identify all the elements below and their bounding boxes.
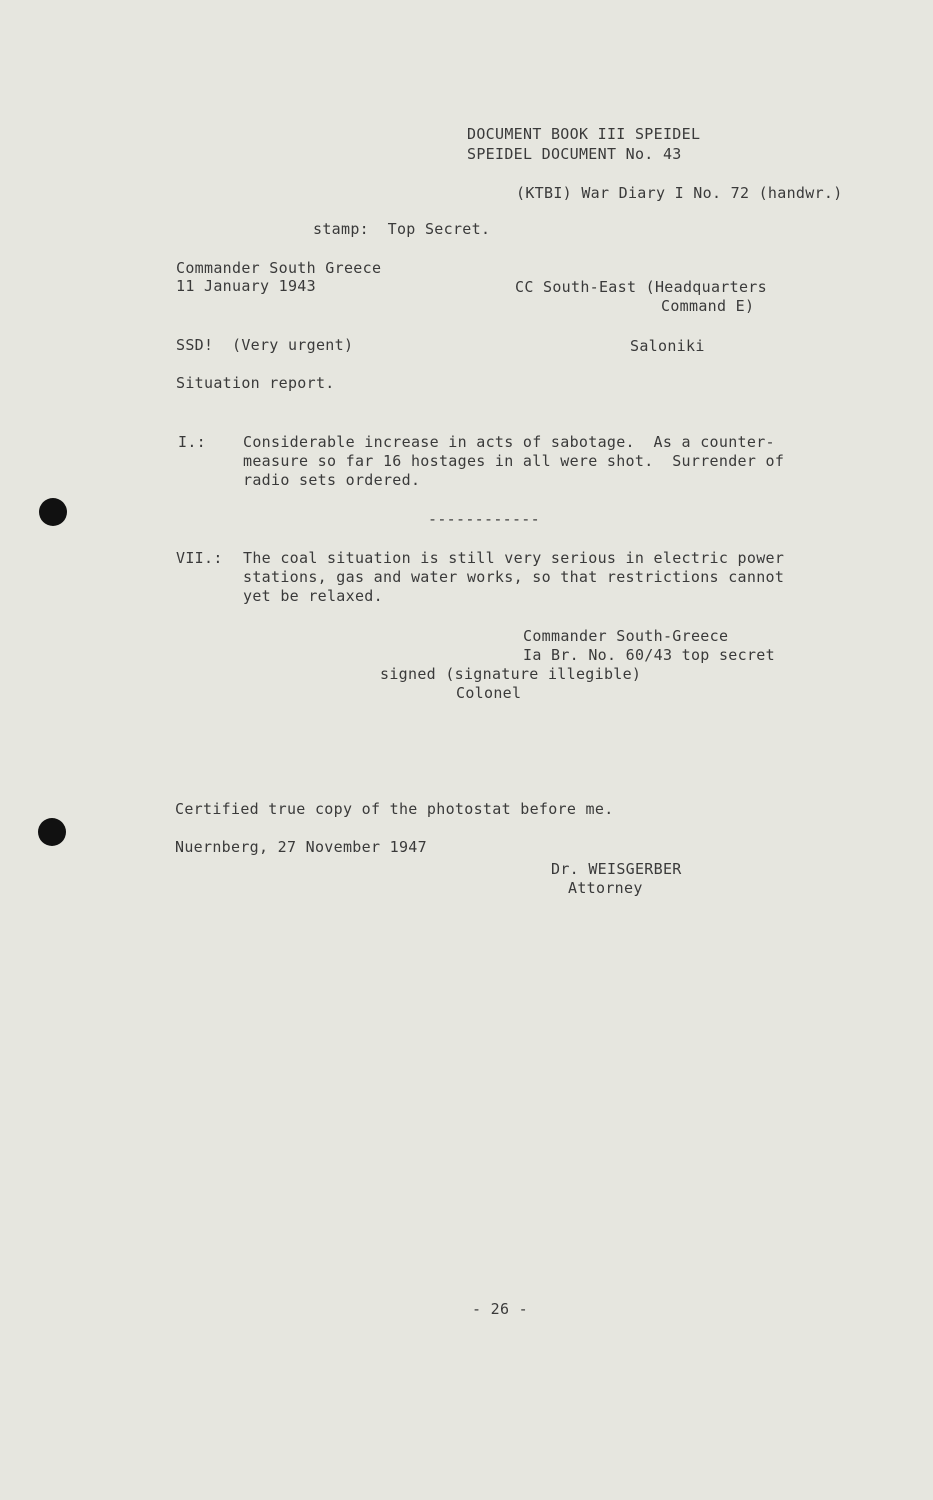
recipient-city: Saloniki <box>630 337 705 355</box>
punch-hole <box>39 498 67 526</box>
header-line-1: DOCUMENT BOOK III SPEIDEL <box>467 125 701 143</box>
section-divider: ------------ <box>428 510 540 528</box>
signature-block-line-1: Commander South-Greece <box>523 627 729 645</box>
certification-place-date: Nuernberg, 27 November 1947 <box>175 838 427 856</box>
section-label: VII.: <box>176 549 223 567</box>
sender-name: Commander South Greece <box>176 259 382 277</box>
signature-block-line-3: signed (signature illegible) <box>380 665 642 683</box>
war-diary-reference: (KTBI) War Diary I No. 72 (handwr.) <box>516 184 843 202</box>
punch-hole <box>38 818 66 846</box>
stamp-top-secret: stamp: Top Secret. <box>313 220 491 238</box>
section-line: yet be relaxed. <box>243 587 383 605</box>
section-line: The coal situation is still very serious in electric power <box>243 549 785 567</box>
signature-block-line-2: Ia Br. No. 60/43 top secret <box>523 646 775 664</box>
section-line: radio sets ordered. <box>243 471 421 489</box>
priority-line: SSD! (Very urgent) <box>176 336 354 354</box>
attorney-title: Attorney <box>568 879 643 897</box>
section-label: I.: <box>178 433 206 451</box>
certification-statement: Certified true copy of the photostat before me. <box>175 800 614 818</box>
page-number: - 26 - <box>472 1300 528 1318</box>
signature-block-line-4: Colonel <box>456 684 522 702</box>
sender-date: 11 January 1943 <box>176 277 316 295</box>
section-line: Considerable increase in acts of sabotage. As a counter- <box>243 433 775 451</box>
recipient-line-1: CC South-East (Headquarters <box>515 278 767 296</box>
section-line: measure so far 16 hostages in all were shot. Surrender of <box>243 452 785 470</box>
section-line: stations, gas and water works, so that restrictions cannot <box>243 568 785 586</box>
recipient-line-2: Command E) <box>661 297 755 315</box>
subject-line: Situation report. <box>176 374 335 392</box>
header-line-2: SPEIDEL DOCUMENT No. 43 <box>467 145 682 163</box>
attorney-name: Dr. WEISGERBER <box>551 860 682 878</box>
